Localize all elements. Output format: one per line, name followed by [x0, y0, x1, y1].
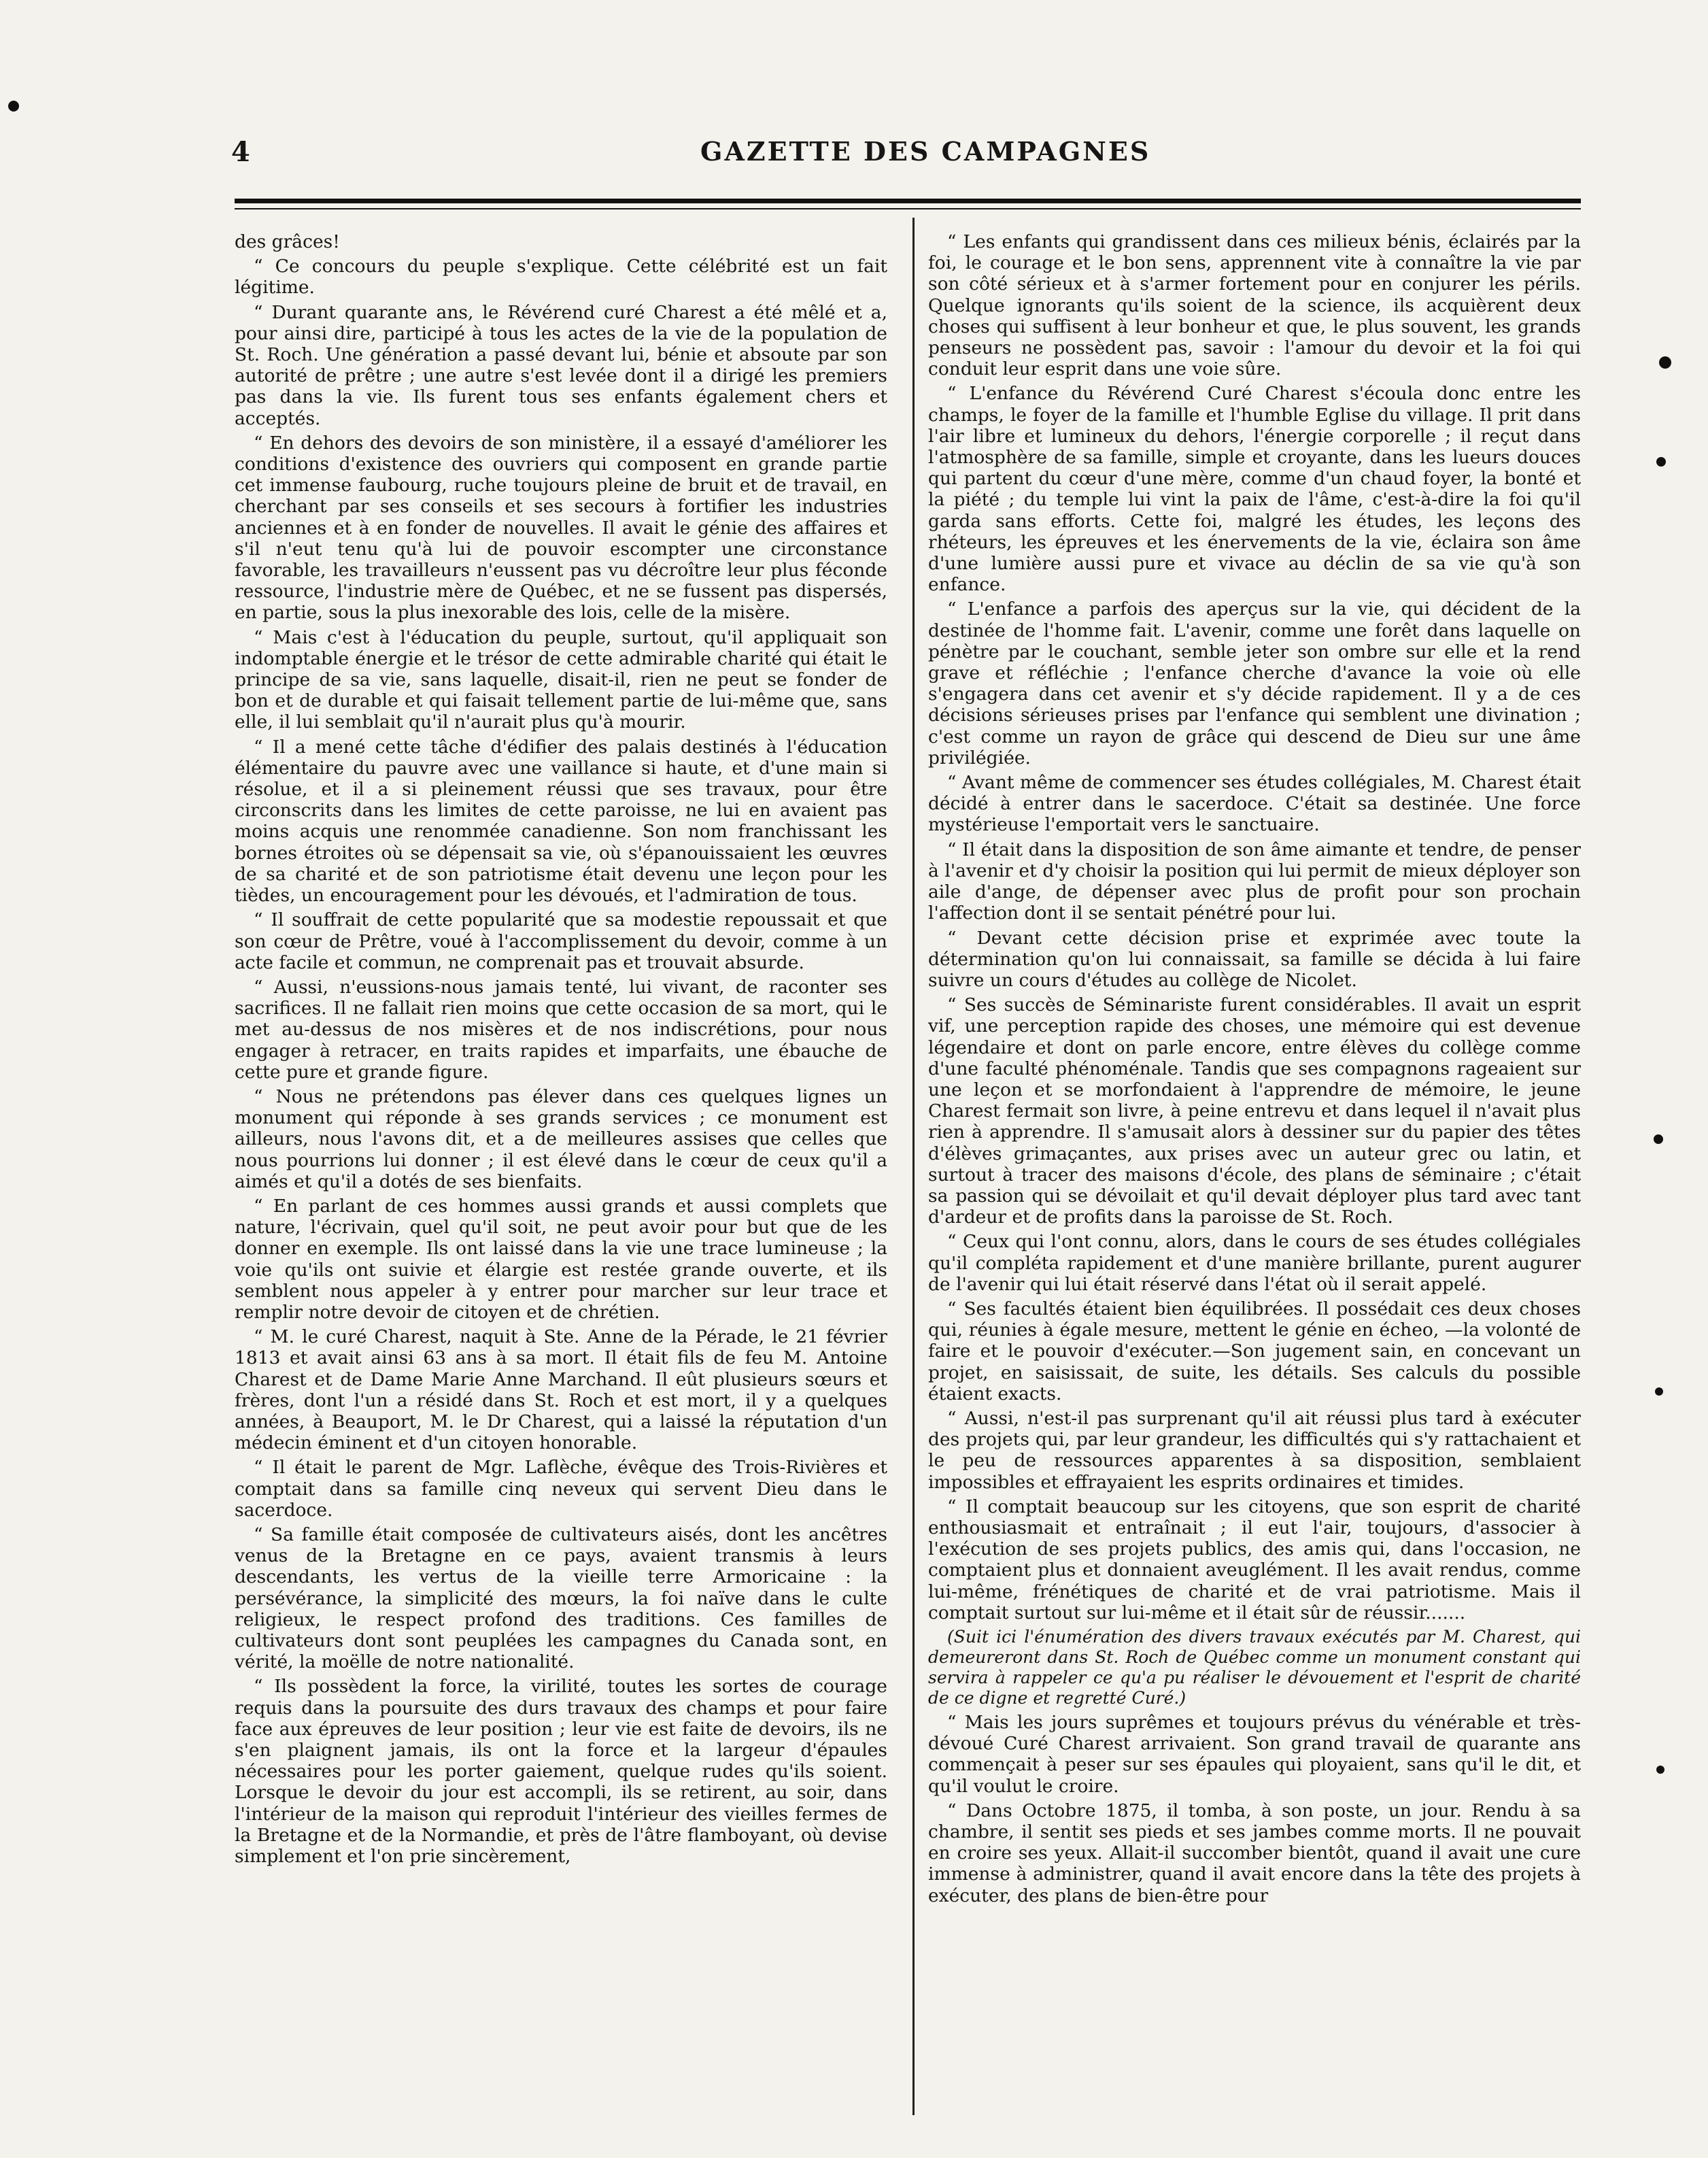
- paragraph: “ Aussi, n'eussions-nous jamais tenté, lui vivant, de raconter ses sacrifices. Il ne fallait rien moins que cette occasion de sa mort, qui le met au-dessus de nos misères et de nos indiscrétions, pour nous engager à retracer, en traits rapides et imparfaits, une ébauche de cette pure et grande figure.: [235, 976, 887, 1083]
- page-number: 4: [231, 136, 250, 168]
- paragraph: “ Ce concours du peuple s'explique. Cette célébrité est un fait légitime.: [235, 256, 887, 299]
- left-column: [235, 231, 887, 2115]
- paragraph: “ Les enfants qui grandissent dans ces milieux bénis, éclairés par la foi, le courage et le bon sens, apprennent vite à connaître la vie par son côté sérieux et à s'armer fortement pour en conjurer les périls. Quelque ignorants qu'ils soient de la science, ils acquièrent deux choses qui suffisent à leur bonheur et que, le plus souvent, les grands penseurs ne possèdent pas, savoir : l'amour du devoir et la foi qui conduit leur esprit dans une voie sûre.: [928, 231, 1581, 380]
- paragraph: “ Avant même de commencer ses études collégiales, M. Charest était décidé à entrer dans le sacerdoce. C'était sa destinée. Une force mystérieuse l'emportait vers le sanctuaire.: [928, 772, 1581, 836]
- ink-speck: [1659, 356, 1671, 369]
- paragraph: “ En dehors des devoirs de son ministère, il a essayé d'améliorer les conditions d'existence des ouvriers qui composent en grande partie cet immense faubourg, ruche toujours pleine de bruit et de travail, en cherchant par ses conseils et ses secours à fortifier les industries anciennes et à en fonder de nouvelles. Il avait le génie des affaires et s'il n'eut tenu qu'à lui de pouvoir escompter une circonstance favorable, les travailleurs n'eussent pas vu décroître leur plus féconde ressource, l'industrie mère de Québec, et ne se fussent pas dispersés, en partie, sous la plus inexorable des lois, celle de la misère.: [235, 432, 887, 624]
- column-divider: [912, 218, 915, 2115]
- ink-speck: [1656, 457, 1666, 467]
- right-column: [928, 231, 1581, 2115]
- ink-speck: [1656, 1766, 1664, 1774]
- paragraph: “ L'enfance du Révérend Curé Charest s'écoula donc entre les champs, le foyer de la famille et l'humble Eglise du village. Il prit dans l'air libre et lumineux du dehors, l'énergie corporelle ; il reçut dans l'atmosphère de sa famille, simple et croyante, dans les lueurs douces qui partent du cœur d'une mère, comme d'un chaud foyer, la bonté et la piété ; du temple lui vint la paix de l'âme, c'est-à-dire la foi qu'il garda sans efforts. Cette foi, malgré les études, les leçons des rhéteurs, les épreuves et les énervements de la vie, éclaira son âme d'une lumière aussi pure et vivace au déclin de sa vie qu'à son enfance.: [928, 383, 1581, 596]
- paragraph: “ Dans Octobre 1875, il tomba, à son poste, un jour. Rendu à sa chambre, il sentit ses pieds et ses jambes comme morts. Il ne pouvait en croire ses yeux. Allait-il succomber bientôt, quand il avait une cure immense à administrer, quand il avait encore dans la tête des projets à exécuter, des plans de bien-être pour: [928, 1800, 1581, 1906]
- paragraph: “ Il souffrait de cette popularité que sa modestie repoussait et que son cœur de Prêtre, voué à l'accomplissement du devoir, comme à un acte facile et commun, ne comprenait pas et trouvait absurde.: [235, 909, 887, 973]
- paragraph: “ Durant quarante ans, le Révérend curé Charest a été mêlé et a, pour ainsi dire, participé à tous les actes de la vie de la population de St. Roch. Une génération a passé devant lui, bénie et absoute par son autorité de prêtre ; une autre s'est levée dont il a dirigé les premiers pas dans la vie. Ils furent tous ses enfants également chers et acceptés.: [235, 301, 887, 429]
- paragraph: “ L'enfance a parfois des aperçus sur la vie, qui décident de la destinée de l'homme fait. L'avenir, comme une forêt dans laquelle on pénètre par le couchant, semble jeter son ombre sur elle et la rend grave et réfléchie ; l'enfance cherche d'avance la voie où elle s'engagera dans cet avenir et s'y décide rapidement. Il y a de ces décisions sérieuses prises par l'enfance qui semblent une divination ; c'est comme un rayon de grâce qui descend de Dieu sur une âme privilégiée.: [928, 598, 1581, 769]
- paragraph: “ Il était le parent de Mgr. Laflèche, évêque des Trois-Rivières et comptait dans sa famille cinq neveux qui servent Dieu dans le sacerdoce.: [235, 1457, 887, 1521]
- paragraph: “ Aussi, n'est-il pas surprenant qu'il ait réussi plus tard à exécuter des projets qui, par leur grandeur, les difficultés qui s'y rattachaient et le peu de ressources apparentes à sa disposition, semblaient impossibles et effrayaient les esprits ordinaires et timides.: [928, 1407, 1581, 1493]
- paragraph: “ M. le curé Charest, naquit à Ste. Anne de la Pérade, le 21 février 1813 et avait ainsi 63 ans à sa mort. Il était fils de feu M. Antoine Charest et de Dame Marie Anne Marchand. Il eût plusieurs sœurs et frères, dont l'un a résidé dans St. Roch et est mort, il y a quelques années, à Beauport, M. le Dr Charest, qui a laissé la réputation d'un médecin éminent et d'un citoyen honorable.: [235, 1326, 887, 1454]
- header-rule-thick: [235, 199, 1581, 203]
- ink-speck: [1654, 1134, 1663, 1144]
- paragraph: des grâces!: [235, 231, 340, 252]
- ink-speck: [1655, 1387, 1663, 1396]
- paragraph: “ Ses facultés étaient bien équilibrées. Il possédait ces deux choses qui, réunies à égale mesure, mettent le génie en écheo, —la volonté de faire et le pouvoir d'exécuter.—Son jugement sain, en concevant un projet, en saisissait, de suite, les détails. Ses calculs du possible étaient exacts.: [928, 1298, 1581, 1404]
- paragraph: “ Ils possèdent la force, la virilité, toutes les sortes de courage requis dans la poursuite des durs travaux des champs et pour faire face aux épreuves de leur position ; leur vie est faite de devoirs, ils ne s'en plaignent jamais, ils ont la force et la largeur d'épaules nécessaires pour les porter gaiement, quelque rudes qu'ils soient. Lorsque le devoir du jour est accompli, ils se retirent, au soir, dans l'intérieur de la maison qui reproduit l'intérieur des vieilles fermes de la Bretagne et de la Normandie, et près de l'âtre flamboyant, où devise simplement et l'on prie sincèrement,: [235, 1676, 887, 1868]
- editorial-note: (Suit ici l'énumération des divers travaux exécutés par M. Charest, qui demeureront dans St. Roch de Québec comme un monument constant qui servira à rappeler ce qu'a pu réaliser le dévouement et l'esprit de charité de ce digne et regretté Curé.): [928, 1627, 1581, 1708]
- paragraph: “ Ceux qui l'ont connu, alors, dans le cours de ses études collégiales qu'il compléta rapidement et d'une manière brillante, purent augurer de l'avenir qui lui était réservé dans l'état où il serait appelé.: [928, 1231, 1581, 1295]
- paragraph: “ Sa famille était composée de cultivateurs aisés, dont les ancêtres venus de la Bretagne en ce pays, avaient transmis à leurs descendants, les vertus de la vieille terre Armoricaine : la persévérance, la simplicité des mœurs, la foi naïve dans le culte religieux, le respect profond des traditions. Ces familles de cultivateurs dont sont peuplées les campagnes du Canada sont, en vérité, la moëlle de notre nationalité.: [235, 1523, 887, 1673]
- paragraph: “ Mais les jours suprêmes et toujours prévus du vénérable et très-dévoué Curé Charest arrivaient. Son grand travail de quarante ans commençait à peser sur ses épaules qui ployaient, sans qu'il le dit, et qu'il voulut le croire.: [928, 1712, 1581, 1797]
- paragraph: “ Nous ne prétendons pas élever dans ces quelques lignes un monument qui réponde à ses grands services ; ce monument est ailleurs, nous l'avons dit, et a de meilleures assises que celles que nous pourrions lui donner ; il est élevé dans le cœur de ceux qu'il a aimés et qu'il a dotés de ses bienfaits.: [235, 1085, 887, 1192]
- paragraph: “ Il a mené cette tâche d'édifier des palais destinés à l'éducation élémentaire du pauvre avec une vaillance si haute, et d'une main si résolue, et il a si pleinement réussi que ses travaux, pour être circonscrits dans les limites de cette paroisse, ne lui en avaient pas moins acquis une renommée canadienne. Son nom franchissant les bornes étroites où se dépensait sa vie, où s'épanouissaient les œuvres de sa charité et de son patriotisme était devenu une leçon pour les tièdes, un encouragement pour les dévoués, et l'admiration de tous.: [235, 736, 887, 907]
- paragraph: “ Il comptait beaucoup sur les citoyens, que son esprit de charité enthousiasmait et entraînait ; il eut l'air, toujours, d'associer à l'exécution de ses projets publics, des amis qui, dans l'occasion, ne comptaient plus et donnaient aveuglément. Il les avait rendus, comme lui-même, frénétiques de charité et de vrai patriotisme. Mais il comptait surtout sur lui-même et il était sûr de réussir.......: [928, 1496, 1581, 1623]
- paragraph: “ Il était dans la disposition de son âme aimante et tendre, de penser à l'avenir et d'y choisir la position qui lui permit de mieux déployer son aile d'ange, de dépenser avec plus de profit pour son prochain l'affection dont il se sentait pénétré pour lui.: [928, 839, 1581, 924]
- paragraph: “ Devant cette décision prise et exprimée avec toute la détermination qu'on lui connaissait, sa famille se décida à lui faire suivre un cours d'études au collège de Nicolet.: [928, 927, 1581, 991]
- header-rule-thin: [235, 208, 1581, 209]
- paragraph: “ En parlant de ces hommes aussi grands et aussi complets que nature, l'écrivain, quel qu'il soit, ne peut avoir pour but que de les donner en exemple. Ils ont laissé dans la vie une trace lumineuse ; la voie qu'ils ont suivie et élargie est restée grande ouverte, et ils semblent nous appeler à y entrer pour marcher sur leur trace et remplir notre devoir de citoyen et de chrétien.: [235, 1195, 887, 1323]
- paragraph: “ Mais c'est à l'éducation du peuple, surtout, qu'il appliquait son indomptable énergie et le trésor de cette admirable charité qui était le principe de sa vie, sans laquelle, disait-il, rien ne peut se fonder de bon et de durable et qui faisait tellement partie de lui-même que, sans elle, il lui semblait qu'il n'aurait plus qu'à mourir.: [235, 626, 887, 733]
- ink-speck: [8, 101, 19, 112]
- masthead-title: GAZETTE DES CAMPAGNES: [700, 136, 1151, 167]
- paragraph: “ Ses succès de Séminariste furent considérables. Il avait un esprit vif, une perception rapide des choses, une mémoire qui est devenue légendaire et dont on parle encore, entre élèves du collège comme d'une faculté phénoménale. Tandis que ses compagnons rageaient sur une leçon et se morfondaient à l'apprendre de mémoire, le jeune Charest fermait son livre, à peine entrevu et dans lequel il n'avait plus rien à apprendre. Il s'amusait alors à dessiner sur du papier des têtes d'élèves grimaçantes, aux prises avec un auteur grec ou latin, et surtout à tracer des maisons d'école, des plans de séminaire ; c'était sa passion qui se dévoilait et qu'il devait déployer plus tard avec tant d'ardeur et de profits dans la paroisse de St. Roch.: [928, 994, 1581, 1228]
